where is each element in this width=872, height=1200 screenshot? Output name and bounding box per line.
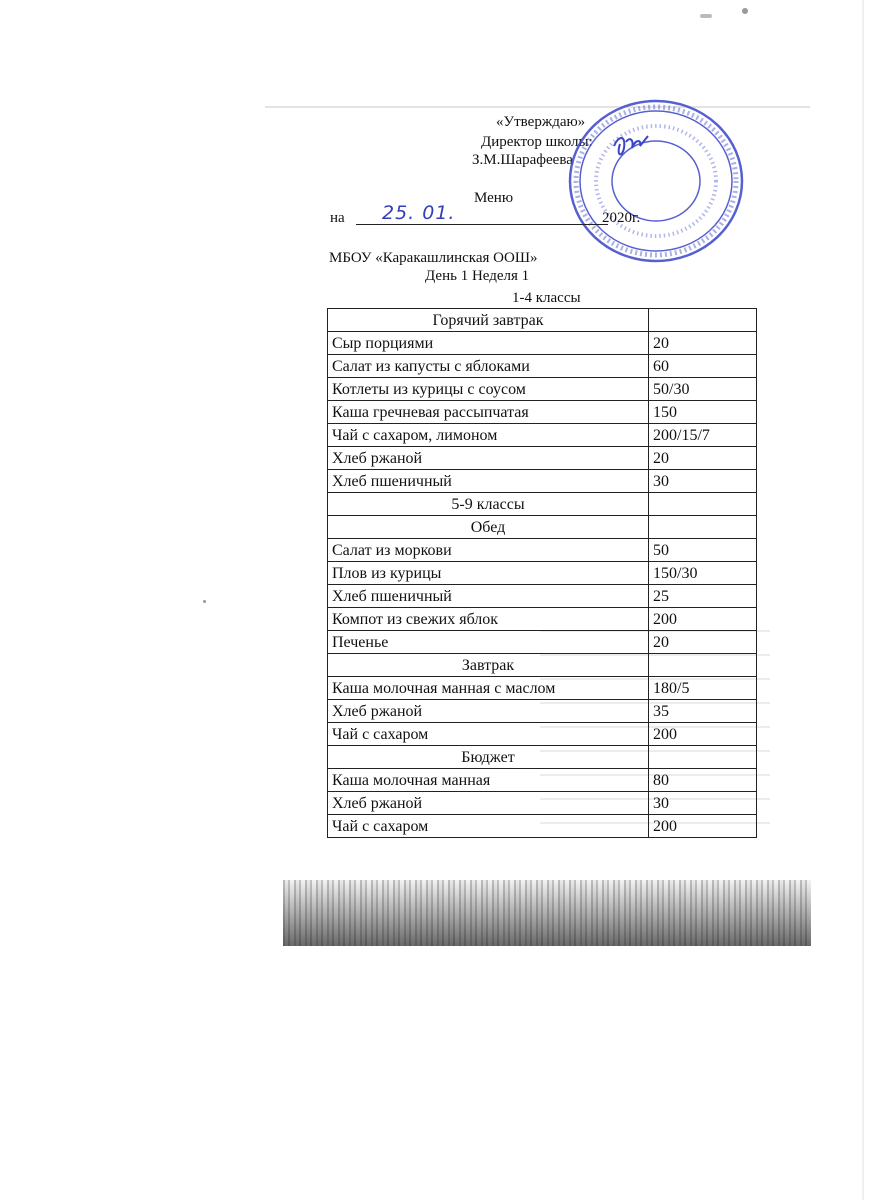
portion-value: 30 <box>649 470 757 493</box>
portion-value: 80 <box>649 769 757 792</box>
dish-name: Каша гречневая рассыпчатая <box>328 401 649 424</box>
dish-name: Компот из свежих яблок <box>328 608 649 631</box>
table-row <box>328 700 757 723</box>
scan-speck <box>742 8 748 14</box>
section-title: Завтрак <box>328 654 649 677</box>
menu-table <box>327 308 757 838</box>
portion-value <box>649 493 757 516</box>
portion-value: 35 <box>649 700 757 723</box>
grades-label: 1-4 классы <box>512 290 581 306</box>
dish-name: Хлеб пшеничный <box>328 470 649 493</box>
director-signature <box>614 136 648 154</box>
dish-name: Салат из моркови <box>328 539 649 562</box>
approval-heading: «Утверждаю» <box>496 114 586 130</box>
table-row <box>328 424 757 447</box>
scan-noise-band <box>283 880 811 946</box>
section-row <box>328 746 757 769</box>
scan-speck <box>700 14 712 18</box>
portion-value: 20 <box>649 447 757 470</box>
section-title: Бюджет <box>328 746 649 769</box>
dish-name: Каша молочная манная <box>328 769 649 792</box>
table-row <box>328 631 757 654</box>
portion-value: 30 <box>649 792 757 815</box>
section-title: 5-9 классы <box>328 493 649 516</box>
portion-value <box>649 654 757 677</box>
menu-table-body <box>328 309 757 838</box>
dish-name: Котлеты из курицы с соусом <box>328 378 649 401</box>
table-row <box>328 769 757 792</box>
table-row <box>328 401 757 424</box>
dish-name: Хлеб ржаной <box>328 447 649 470</box>
section-row <box>328 309 757 332</box>
dish-name: Каша молочная манная с маслом <box>328 677 649 700</box>
table-row <box>328 539 757 562</box>
portion-value: 200 <box>649 815 757 838</box>
table-row <box>328 562 757 585</box>
dish-name: Хлеб ржаной <box>328 700 649 723</box>
director-label: Директор школы: <box>481 134 593 150</box>
portion-value: 25 <box>649 585 757 608</box>
menu-title: Меню <box>474 190 514 206</box>
table-row <box>328 677 757 700</box>
portion-value <box>649 516 757 539</box>
table-row <box>328 585 757 608</box>
table-row <box>328 332 757 355</box>
handwritten-date: 25. 01. <box>382 202 456 224</box>
portion-value: 20 <box>649 332 757 355</box>
date-underline <box>356 224 608 225</box>
dish-name: Плов из курицы <box>328 562 649 585</box>
day-week-label: День 1 Неделя 1 <box>425 268 530 284</box>
dish-name: Печенье <box>328 631 649 654</box>
table-row <box>328 608 757 631</box>
section-row <box>328 493 757 516</box>
table-row <box>328 815 757 838</box>
scan-speck <box>203 600 206 603</box>
portion-value: 60 <box>649 355 757 378</box>
portion-value <box>649 746 757 769</box>
scan-right-edge <box>862 0 864 1200</box>
section-title: Обед <box>328 516 649 539</box>
section-row <box>328 654 757 677</box>
date-line <box>330 202 660 228</box>
date-prefix: на <box>330 210 345 226</box>
school-name: МБОУ «Каракашлинская ООШ» <box>329 250 538 266</box>
director-name: З.М.Шарафеева <box>472 152 573 168</box>
table-row <box>328 470 757 493</box>
section-row <box>328 516 757 539</box>
portion-value: 50 <box>649 539 757 562</box>
section-title: Горячий завтрак <box>328 309 649 332</box>
table-row <box>328 378 757 401</box>
portion-value: 150/30 <box>649 562 757 585</box>
table-row <box>328 723 757 746</box>
table-row <box>328 355 757 378</box>
dish-name: Салат из капусты с яблоками <box>328 355 649 378</box>
dish-name: Чай с сахаром <box>328 723 649 746</box>
dish-name: Хлеб ржаной <box>328 792 649 815</box>
table-row <box>328 447 757 470</box>
portion-value: 50/30 <box>649 378 757 401</box>
table-row <box>328 792 757 815</box>
portion-value: 200 <box>649 723 757 746</box>
dish-name: Сыр порциями <box>328 332 649 355</box>
dish-name: Чай с сахаром, лимоном <box>328 424 649 447</box>
portion-value: 200/15/7 <box>649 424 757 447</box>
portion-value <box>649 309 757 332</box>
dish-name: Чай с сахаром <box>328 815 649 838</box>
portion-value: 20 <box>649 631 757 654</box>
portion-value: 200 <box>649 608 757 631</box>
date-year: 2020г. <box>602 210 641 226</box>
dish-name: Хлеб пшеничный <box>328 585 649 608</box>
school-stamp-seal <box>556 96 746 266</box>
portion-value: 180/5 <box>649 677 757 700</box>
portion-value: 150 <box>649 401 757 424</box>
